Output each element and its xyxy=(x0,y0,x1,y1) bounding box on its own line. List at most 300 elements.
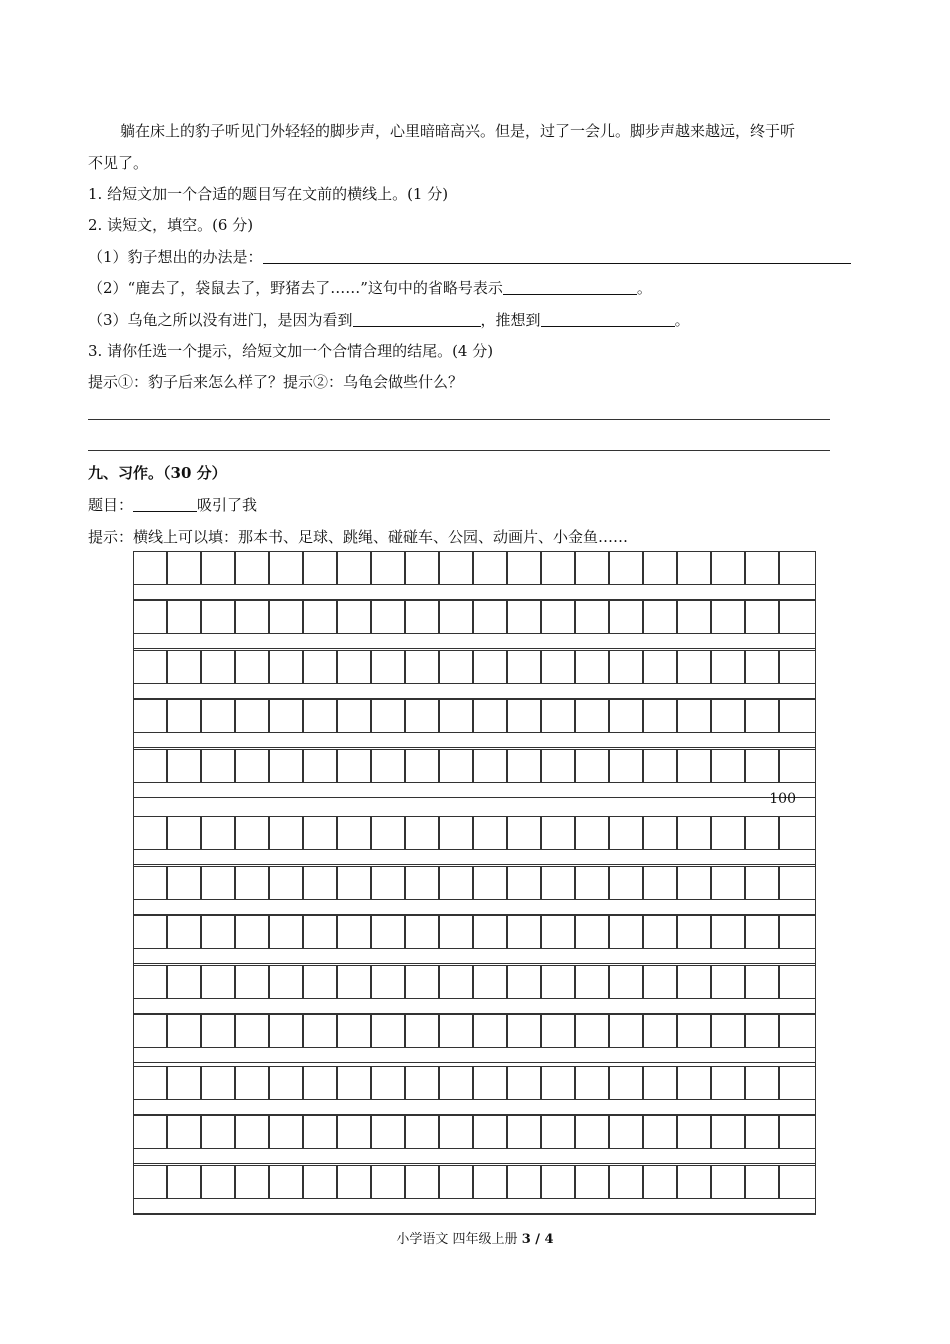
grid-cell[interactable] xyxy=(575,816,609,850)
grid-cell[interactable] xyxy=(405,749,439,783)
grid-cell[interactable] xyxy=(303,650,337,684)
grid-cell[interactable] xyxy=(167,866,201,900)
grid-cell[interactable] xyxy=(303,915,337,949)
grid-cell[interactable] xyxy=(303,965,337,999)
grid-cell[interactable] xyxy=(779,650,816,684)
grid-cell[interactable] xyxy=(405,650,439,684)
grid-cell[interactable] xyxy=(133,816,167,850)
grid-cell[interactable] xyxy=(677,1066,711,1100)
grid-cell[interactable] xyxy=(643,816,677,850)
grid-cell[interactable] xyxy=(507,699,541,733)
grid-row xyxy=(133,650,816,684)
grid-cell[interactable] xyxy=(643,551,677,585)
grid-cell[interactable] xyxy=(337,1014,371,1048)
essay-topic xyxy=(88,495,257,515)
grid-cell[interactable] xyxy=(779,965,816,999)
grid-cell[interactable] xyxy=(167,1165,201,1199)
grid-cell[interactable] xyxy=(541,699,575,733)
grid-cell[interactable] xyxy=(711,1014,745,1048)
grid-cell[interactable] xyxy=(201,1165,235,1199)
grid-cell[interactable] xyxy=(711,915,745,949)
grid-cell[interactable] xyxy=(303,866,337,900)
grid-cell[interactable] xyxy=(303,699,337,733)
grid-cell[interactable] xyxy=(779,816,816,850)
grid-band-line xyxy=(133,963,816,964)
grid-cell[interactable] xyxy=(133,600,167,634)
grid-cell[interactable] xyxy=(201,915,235,949)
grid-cell[interactable] xyxy=(677,1014,711,1048)
question-2-2-label: （2）“鹿去了，袋鼠去了，野猪去了……”这句中的省略号表示 xyxy=(88,279,503,297)
grid-cell[interactable] xyxy=(269,816,303,850)
grid-band-line xyxy=(133,1062,816,1063)
grid-cell[interactable] xyxy=(133,965,167,999)
grid-cell[interactable] xyxy=(167,699,201,733)
grid-cell[interactable] xyxy=(745,816,779,850)
grid-row xyxy=(133,965,816,999)
essay-topic-suffix: 吸引了我 xyxy=(197,496,258,514)
grid-cell[interactable] xyxy=(779,1014,816,1048)
grid-cell[interactable] xyxy=(269,915,303,949)
grid-cell[interactable] xyxy=(643,1014,677,1048)
grid-cell[interactable] xyxy=(507,1014,541,1048)
grid-cell[interactable] xyxy=(643,915,677,949)
grid-cell[interactable] xyxy=(269,650,303,684)
grid-cell[interactable] xyxy=(609,600,643,634)
grid-cell[interactable] xyxy=(643,600,677,634)
grid-cell[interactable] xyxy=(269,1165,303,1199)
passage-line-2: 不见了。 xyxy=(88,154,149,172)
grid-cell[interactable] xyxy=(711,600,745,634)
grid-cell[interactable] xyxy=(609,650,643,684)
grid-cell[interactable] xyxy=(507,1115,541,1149)
grid-cell[interactable] xyxy=(575,600,609,634)
grid-cell[interactable] xyxy=(201,866,235,900)
grid-cell[interactable] xyxy=(507,866,541,900)
grid-cell[interactable] xyxy=(575,1014,609,1048)
grid-cell[interactable] xyxy=(711,1165,745,1199)
grid-cell[interactable] xyxy=(473,915,507,949)
grid-cell[interactable] xyxy=(541,816,575,850)
grid-cell[interactable] xyxy=(575,965,609,999)
grid-cell[interactable] xyxy=(439,866,473,900)
grid-band-line xyxy=(133,864,816,865)
grid-cell[interactable] xyxy=(677,1115,711,1149)
grid-cell[interactable] xyxy=(609,1066,643,1100)
grid-cell[interactable] xyxy=(439,650,473,684)
grid-cell[interactable] xyxy=(235,551,269,585)
grid-cell[interactable] xyxy=(711,650,745,684)
grid-cell[interactable] xyxy=(609,1115,643,1149)
grid-cell[interactable] xyxy=(269,551,303,585)
grid-cell[interactable] xyxy=(303,1014,337,1048)
grid-cell[interactable] xyxy=(643,965,677,999)
grid-cell[interactable] xyxy=(269,1115,303,1149)
grid-cell[interactable] xyxy=(405,600,439,634)
grid-cell[interactable] xyxy=(473,1014,507,1048)
grid-cell[interactable] xyxy=(235,699,269,733)
grid-cell[interactable] xyxy=(677,1165,711,1199)
grid-cell[interactable] xyxy=(133,650,167,684)
grid-cell[interactable] xyxy=(167,650,201,684)
grid-cell[interactable] xyxy=(371,600,405,634)
grid-cell[interactable] xyxy=(507,600,541,634)
grid-cell[interactable] xyxy=(609,816,643,850)
grid-cell[interactable] xyxy=(439,1115,473,1149)
answer-line-1[interactable] xyxy=(88,419,830,420)
grid-cell[interactable] xyxy=(609,749,643,783)
question-2-1 xyxy=(88,247,851,267)
grid-cell[interactable] xyxy=(711,749,745,783)
grid-cell[interactable] xyxy=(371,965,405,999)
grid-cell[interactable] xyxy=(541,1115,575,1149)
grid-cell[interactable] xyxy=(201,600,235,634)
grid-cell[interactable] xyxy=(235,1066,269,1100)
grid-band-line xyxy=(133,648,816,649)
grid-cell[interactable] xyxy=(167,1115,201,1149)
grid-cell[interactable] xyxy=(575,749,609,783)
grid-cell[interactable] xyxy=(779,1066,816,1100)
grid-cell[interactable] xyxy=(371,551,405,585)
grid-cell[interactable] xyxy=(269,1014,303,1048)
grid-cell[interactable] xyxy=(677,965,711,999)
grid-cell[interactable] xyxy=(201,1066,235,1100)
grid-row xyxy=(133,551,816,585)
grid-cell[interactable] xyxy=(235,866,269,900)
grid-cell[interactable] xyxy=(779,600,816,634)
grid-cell[interactable] xyxy=(201,551,235,585)
grid-cell[interactable] xyxy=(235,915,269,949)
grid-cell[interactable] xyxy=(371,749,405,783)
grid-cell[interactable] xyxy=(711,699,745,733)
grid-cell[interactable] xyxy=(745,965,779,999)
grid-cell[interactable] xyxy=(711,1115,745,1149)
grid-cell[interactable] xyxy=(201,699,235,733)
grid-cell[interactable] xyxy=(269,600,303,634)
grid-cell[interactable] xyxy=(405,1165,439,1199)
grid-cell[interactable] xyxy=(405,866,439,900)
grid-cell[interactable] xyxy=(337,650,371,684)
grid-cell[interactable] xyxy=(507,650,541,684)
grid-cell[interactable] xyxy=(575,650,609,684)
grid-cell[interactable] xyxy=(541,600,575,634)
grid-cell[interactable] xyxy=(201,965,235,999)
grid-cell[interactable] xyxy=(337,551,371,585)
grid-cell[interactable] xyxy=(779,866,816,900)
grid-cell[interactable] xyxy=(405,1115,439,1149)
grid-cell[interactable] xyxy=(133,915,167,949)
grid-cell[interactable] xyxy=(575,699,609,733)
grid-cell[interactable] xyxy=(677,749,711,783)
grid-cell[interactable] xyxy=(745,1165,779,1199)
grid-cell[interactable] xyxy=(133,699,167,733)
grid-cell[interactable] xyxy=(609,915,643,949)
grid-cell[interactable] xyxy=(167,1014,201,1048)
grid-cell[interactable] xyxy=(745,1115,779,1149)
grid-cell[interactable] xyxy=(643,1066,677,1100)
grid-cell[interactable] xyxy=(779,551,816,585)
grid-cell[interactable] xyxy=(473,650,507,684)
grid-cell[interactable] xyxy=(609,965,643,999)
grid-row xyxy=(133,816,816,850)
grid-cell[interactable] xyxy=(439,749,473,783)
grid-row xyxy=(133,600,816,634)
grid-cell[interactable] xyxy=(541,1066,575,1100)
grid-cell[interactable] xyxy=(745,1066,779,1100)
grid-cell[interactable] xyxy=(201,650,235,684)
grid-cell[interactable] xyxy=(337,699,371,733)
grid-cell[interactable] xyxy=(337,749,371,783)
grid-cell[interactable] xyxy=(201,749,235,783)
grid-cell[interactable] xyxy=(439,915,473,949)
grid-cell[interactable] xyxy=(711,1066,745,1100)
grid-cell[interactable] xyxy=(541,965,575,999)
grid-cell[interactable] xyxy=(745,749,779,783)
grid-cell[interactable] xyxy=(235,816,269,850)
grid-cell[interactable] xyxy=(269,965,303,999)
grid-cell[interactable] xyxy=(745,915,779,949)
grid-cell[interactable] xyxy=(609,1014,643,1048)
grid-cell[interactable] xyxy=(235,749,269,783)
grid-cell[interactable] xyxy=(575,866,609,900)
grid-cell[interactable] xyxy=(405,816,439,850)
grid-cell[interactable] xyxy=(745,866,779,900)
question-2-3 xyxy=(88,310,690,330)
grid-cell[interactable] xyxy=(507,1066,541,1100)
grid-cell[interactable] xyxy=(473,1165,507,1199)
grid-cell[interactable] xyxy=(541,650,575,684)
grid-cell[interactable] xyxy=(609,1165,643,1199)
answer-blank-2-3a[interactable] xyxy=(353,310,481,327)
grid-cell[interactable] xyxy=(609,551,643,585)
grid-cell[interactable] xyxy=(473,816,507,850)
grid-band-line xyxy=(133,599,816,600)
grid-band-line xyxy=(133,1114,816,1115)
grid-cell[interactable] xyxy=(167,1066,201,1100)
grid-cell[interactable] xyxy=(677,600,711,634)
grid-cell[interactable] xyxy=(473,1066,507,1100)
grid-cell[interactable] xyxy=(507,816,541,850)
grid-cell[interactable] xyxy=(133,1066,167,1100)
passage-line-1: 躺在床上的豹子听见门外轻轻的脚步声，心里暗暗高兴。但是，过了一会儿。脚步声越来越远，终于听 xyxy=(120,122,796,140)
grid-cell[interactable] xyxy=(371,1066,405,1100)
grid-cell[interactable] xyxy=(541,551,575,585)
grid-cell[interactable] xyxy=(711,965,745,999)
grid-cell[interactable] xyxy=(439,1014,473,1048)
grid-cell[interactable] xyxy=(677,915,711,949)
grid-cell[interactable] xyxy=(269,749,303,783)
grid-cell[interactable] xyxy=(371,866,405,900)
grid-cell[interactable] xyxy=(303,1066,337,1100)
grid-cell[interactable] xyxy=(643,650,677,684)
grid-cell[interactable] xyxy=(541,915,575,949)
grid-cell[interactable] xyxy=(133,1115,167,1149)
grid-cell[interactable] xyxy=(779,1165,816,1199)
grid-cell[interactable] xyxy=(473,866,507,900)
question-1: 1. 给短文加一个合适的题目写在文前的横线上。(1 分) xyxy=(88,185,449,203)
grid-cell[interactable] xyxy=(541,1165,575,1199)
grid-band-line xyxy=(133,747,816,748)
grid-cell[interactable] xyxy=(779,915,816,949)
grid-cell[interactable] xyxy=(439,699,473,733)
grid-cell[interactable] xyxy=(371,816,405,850)
grid-cell[interactable] xyxy=(643,1115,677,1149)
grid-cell[interactable] xyxy=(303,600,337,634)
grid-cell[interactable] xyxy=(439,965,473,999)
grid-cell[interactable] xyxy=(507,551,541,585)
grid-cell[interactable] xyxy=(167,600,201,634)
grid-cell[interactable] xyxy=(167,816,201,850)
grid-cell[interactable] xyxy=(337,1115,371,1149)
grid-cell[interactable] xyxy=(235,965,269,999)
grid-cell[interactable] xyxy=(507,915,541,949)
grid-cell[interactable] xyxy=(235,1014,269,1048)
grid-row xyxy=(133,1115,816,1149)
grid-row xyxy=(133,1165,816,1199)
grid-cell[interactable] xyxy=(337,1066,371,1100)
grid-cell[interactable] xyxy=(677,866,711,900)
grid-cell[interactable] xyxy=(711,816,745,850)
grid-cell[interactable] xyxy=(473,600,507,634)
grid-cell[interactable] xyxy=(643,749,677,783)
grid-cell[interactable] xyxy=(201,1115,235,1149)
grid-cell[interactable] xyxy=(473,1115,507,1149)
grid-cell[interactable] xyxy=(133,1165,167,1199)
grid-cell[interactable] xyxy=(269,699,303,733)
grid-cell[interactable] xyxy=(677,699,711,733)
grid-cell[interactable] xyxy=(439,600,473,634)
grid-cell[interactable] xyxy=(745,699,779,733)
grid-cell[interactable] xyxy=(541,749,575,783)
grid-cell[interactable] xyxy=(303,816,337,850)
page-footer xyxy=(0,1228,950,1247)
grid-cell[interactable] xyxy=(337,866,371,900)
grid-cell[interactable] xyxy=(167,965,201,999)
answer-blank-2-1[interactable] xyxy=(263,247,851,264)
grid-cell[interactable] xyxy=(473,749,507,783)
grid-cell[interactable] xyxy=(439,1165,473,1199)
grid-cell[interactable] xyxy=(303,1115,337,1149)
grid-cell[interactable] xyxy=(269,1066,303,1100)
grid-cell[interactable] xyxy=(371,1014,405,1048)
grid-cell[interactable] xyxy=(677,816,711,850)
answer-line-2[interactable] xyxy=(88,450,830,451)
grid-row xyxy=(133,749,816,783)
answer-blank-2-2[interactable] xyxy=(503,278,637,295)
grid-cell[interactable] xyxy=(405,915,439,949)
answer-blank-2-3b[interactable] xyxy=(541,310,675,327)
grid-cell[interactable] xyxy=(507,749,541,783)
grid-band-line xyxy=(133,1013,816,1014)
grid-cell[interactable] xyxy=(337,965,371,999)
grid-cell[interactable] xyxy=(439,1066,473,1100)
grid-cell[interactable] xyxy=(745,1014,779,1048)
grid-cell[interactable] xyxy=(303,1165,337,1199)
grid-cell[interactable] xyxy=(609,699,643,733)
grid-cell[interactable] xyxy=(405,965,439,999)
grid-band-line xyxy=(133,1163,816,1164)
essay-topic-label: 题目： xyxy=(88,496,134,514)
grid-cell[interactable] xyxy=(371,699,405,733)
grid-cell[interactable] xyxy=(303,551,337,585)
grid-cell[interactable] xyxy=(167,551,201,585)
essay-topic-blank[interactable] xyxy=(133,495,197,512)
grid-cell[interactable] xyxy=(541,866,575,900)
grid-cell[interactable] xyxy=(643,699,677,733)
grid-row xyxy=(133,699,816,733)
grid-cell[interactable] xyxy=(201,1014,235,1048)
writing-grid[interactable] xyxy=(133,551,816,1215)
essay-hint: 提示：横线上可以填：那本书、足球、跳绳、碰碰车、公园、动画片、小金鱼…… xyxy=(88,528,629,546)
question-2-1-label: （1）豹子想出的办法是： xyxy=(88,248,263,266)
grid-cell[interactable] xyxy=(167,749,201,783)
grid-cell[interactable] xyxy=(371,1165,405,1199)
grid-cell[interactable] xyxy=(779,749,816,783)
grid-cell[interactable] xyxy=(405,1014,439,1048)
grid-cell[interactable] xyxy=(235,1165,269,1199)
grid-cell[interactable] xyxy=(745,600,779,634)
grid-cell[interactable] xyxy=(711,551,745,585)
grid-cell[interactable] xyxy=(133,866,167,900)
grid-cell[interactable] xyxy=(473,965,507,999)
grid-cell[interactable] xyxy=(711,866,745,900)
grid-cell[interactable] xyxy=(575,1165,609,1199)
grid-cell[interactable] xyxy=(677,551,711,585)
grid-cell[interactable] xyxy=(133,551,167,585)
grid-cell[interactable] xyxy=(643,866,677,900)
grid-cell[interactable] xyxy=(405,551,439,585)
grid-cell[interactable] xyxy=(507,965,541,999)
grid-cell[interactable] xyxy=(405,1066,439,1100)
grid-cell[interactable] xyxy=(643,1165,677,1199)
grid-cell[interactable] xyxy=(337,600,371,634)
grid-cell[interactable] xyxy=(337,1165,371,1199)
grid-cell[interactable] xyxy=(677,650,711,684)
grid-cell[interactable] xyxy=(439,551,473,585)
grid-cell[interactable] xyxy=(541,1014,575,1048)
grid-cell[interactable] xyxy=(269,866,303,900)
grid-cell[interactable] xyxy=(575,551,609,585)
grid-cell[interactable] xyxy=(507,1165,541,1199)
grid-cell[interactable] xyxy=(575,1115,609,1149)
grid-cell[interactable] xyxy=(371,650,405,684)
grid-cell[interactable] xyxy=(235,1115,269,1149)
footer-subject: 小学语文 四年级上册 xyxy=(396,1232,518,1247)
grid-cell[interactable] xyxy=(371,915,405,949)
grid-cell[interactable] xyxy=(473,551,507,585)
grid-cell[interactable] xyxy=(575,1066,609,1100)
grid-cell[interactable] xyxy=(779,699,816,733)
grid-cell[interactable] xyxy=(133,749,167,783)
grid-cell[interactable] xyxy=(235,650,269,684)
grid-cell[interactable] xyxy=(473,699,507,733)
grid-cell[interactable] xyxy=(609,866,643,900)
grid-cell[interactable] xyxy=(133,1014,167,1048)
grid-row xyxy=(133,866,816,900)
grid-cell[interactable] xyxy=(439,816,473,850)
grid-cell[interactable] xyxy=(745,650,779,684)
grid-cell[interactable] xyxy=(337,816,371,850)
grid-cell[interactable] xyxy=(371,1115,405,1149)
grid-cell[interactable] xyxy=(303,749,337,783)
grid-cell[interactable] xyxy=(337,915,371,949)
grid-cell[interactable] xyxy=(745,551,779,585)
grid-cell[interactable] xyxy=(779,1115,816,1149)
grid-cell[interactable] xyxy=(575,915,609,949)
grid-cell[interactable] xyxy=(201,816,235,850)
grid-cell[interactable] xyxy=(167,915,201,949)
grid-cell[interactable] xyxy=(235,600,269,634)
grid-cell[interactable] xyxy=(405,699,439,733)
